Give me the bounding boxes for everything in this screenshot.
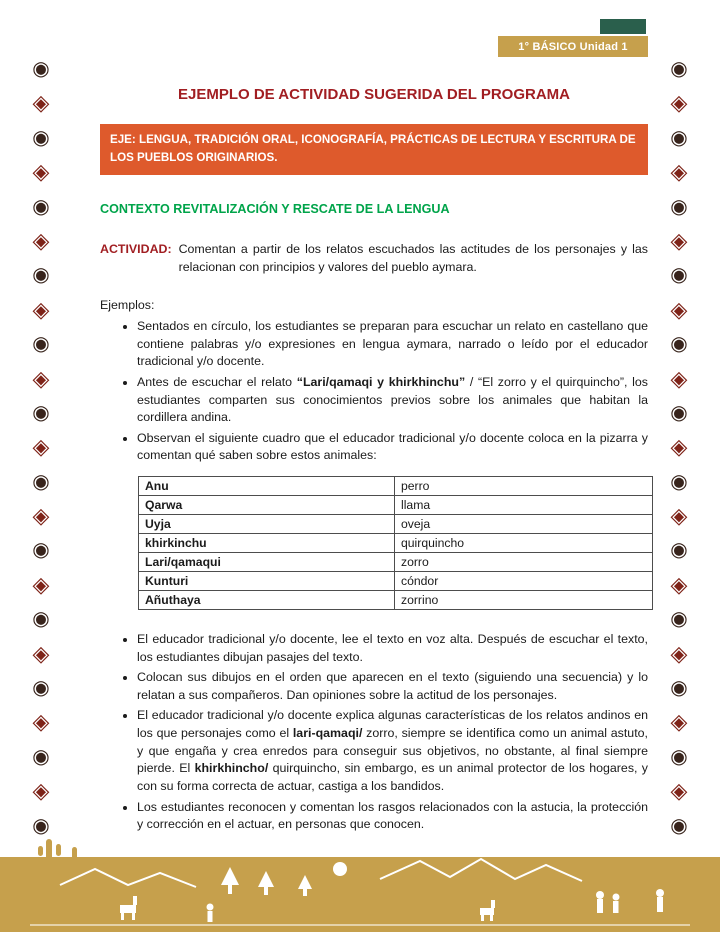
diamond-ornament-icon: ◈ xyxy=(670,709,688,735)
actividad-text: Comentan a partir de los relatos escuchados las actitudes de los personajes y las relacionan con principios y valores del pueblo aymara. xyxy=(178,241,648,274)
bullet-item: • Colocan sus dibujos en el orden que aparecen en el texto (siguiendo una secuencia) y lo relatan a sus compañeros. Dan opiniones sobre la actitud de los personajes. xyxy=(137,669,648,704)
diamond-ornament-icon: ◈ xyxy=(670,571,688,597)
unit-badge-area xyxy=(498,19,648,57)
sun-icon xyxy=(333,862,347,876)
diamond-ornament-icon: ◈ xyxy=(670,159,688,185)
document-content xyxy=(100,86,648,837)
diamond-ornament-icon: ◈ xyxy=(32,296,50,322)
bullet-item: • Los estudiantes reconocen y comentan los rasgos relacionados con la astucia, la protección y corrección en el actuar, en personas que conocen. xyxy=(137,799,648,834)
aymara-word-cell: Qarwa xyxy=(139,496,395,515)
medallion-ornament-icon: ◉ xyxy=(670,745,688,768)
diamond-ornament-icon: ◈ xyxy=(32,571,50,597)
contexto-heading: CONTEXTO REVITALIZACIÓN Y RESCATE DE LA LENGUA xyxy=(100,201,450,216)
animal-vocabulary-table xyxy=(138,476,653,610)
medallion-ornament-icon: ◉ xyxy=(670,126,688,149)
table-row xyxy=(139,496,653,515)
medallion-ornament-icon: ◉ xyxy=(32,195,50,218)
table-row xyxy=(139,572,653,591)
bullet-list-bottom xyxy=(122,631,648,834)
footer-illustration xyxy=(0,837,720,932)
unit-badge-label: 1° BÁSICO Unidad 1 xyxy=(518,40,628,53)
medallion-ornament-icon: ◉ xyxy=(32,264,50,287)
medallion-ornament-icon: ◉ xyxy=(32,401,50,424)
diamond-ornament-icon: ◈ xyxy=(32,227,50,253)
aymara-word-cell: Anu xyxy=(139,477,395,496)
diamond-ornament-icon: ◈ xyxy=(670,434,688,460)
spanish-word-cell: perro xyxy=(395,477,653,496)
medallion-ornament-icon: ◉ xyxy=(670,58,688,80)
table-row xyxy=(139,534,653,553)
right-ornament-border xyxy=(662,52,696,843)
medallion-ornament-icon: ◉ xyxy=(32,814,50,837)
spanish-word-cell: quirquincho xyxy=(395,534,653,553)
page-title: EJEMPLO DE ACTIVIDAD SUGERIDA DEL PROGRAMA xyxy=(178,86,570,103)
diamond-ornament-icon: ◈ xyxy=(670,778,688,804)
medallion-ornament-icon: ◉ xyxy=(32,608,50,631)
ejemplos-label: Ejemplos: xyxy=(100,298,155,313)
table-row xyxy=(139,553,653,572)
medallion-ornament-icon: ◉ xyxy=(670,401,688,424)
medallion-ornament-icon: ◉ xyxy=(32,333,50,356)
badge-corner-block xyxy=(600,19,646,34)
table-row xyxy=(139,477,653,496)
diamond-ornament-icon: ◈ xyxy=(32,434,50,460)
aymara-word-cell: Añuthaya xyxy=(139,591,395,610)
medallion-ornament-icon: ◉ xyxy=(32,126,50,149)
medallion-ornament-icon: ◉ xyxy=(32,677,50,700)
medallion-ornament-icon: ◉ xyxy=(32,745,50,768)
medallion-ornament-icon: ◉ xyxy=(32,470,50,493)
medallion-ornament-icon: ◉ xyxy=(32,539,50,562)
bullet-item: • Antes de escuchar el relato “Lari/qamaqi y khirkhinchu” / “El zorro y el quirquincho”, los estudiantes comparten sus conocimientos previos sobre los animales que habitan la cordillera andina. xyxy=(137,374,648,427)
spanish-word-cell: oveja xyxy=(395,515,653,534)
aymara-word-cell: Uyja xyxy=(139,515,395,534)
spanish-word-cell: cóndor xyxy=(395,572,653,591)
actividad-label: ACTIVIDAD: xyxy=(100,241,172,256)
actividad-paragraph xyxy=(100,241,648,276)
medallion-ornament-icon: ◉ xyxy=(32,58,50,80)
diamond-ornament-icon: ◈ xyxy=(670,90,688,116)
diamond-ornament-icon: ◈ xyxy=(32,503,50,529)
medallion-ornament-icon: ◉ xyxy=(670,264,688,287)
medallion-ornament-icon: ◉ xyxy=(670,677,688,700)
table-row xyxy=(139,591,653,610)
medallion-ornament-icon: ◉ xyxy=(670,470,688,493)
diamond-ornament-icon: ◈ xyxy=(32,365,50,391)
diamond-ornament-icon: ◈ xyxy=(32,709,50,735)
diamond-ornament-icon: ◈ xyxy=(32,778,50,804)
diamond-ornament-icon: ◈ xyxy=(670,296,688,322)
medallion-ornament-icon: ◉ xyxy=(670,195,688,218)
diamond-ornament-icon: ◈ xyxy=(670,227,688,253)
diamond-ornament-icon: ◈ xyxy=(32,90,50,116)
aymara-word-cell: Kunturi xyxy=(139,572,395,591)
medallion-ornament-icon: ◉ xyxy=(670,333,688,356)
andean-landscape-illustration xyxy=(0,837,720,932)
unit-badge xyxy=(498,36,648,57)
medallion-ornament-icon: ◉ xyxy=(670,539,688,562)
diamond-ornament-icon: ◈ xyxy=(32,159,50,185)
bullet-item: • El educador tradicional y/o docente, lee el texto en voz alta. Después de escuchar el texto, los estudiantes dibujan pasajes del texto. xyxy=(137,631,648,666)
aymara-word-cell: Lari/qamaqui xyxy=(139,553,395,572)
eje-banner: EJE: LENGUA, TRADICIÓN ORAL, ICONOGRAFÍA, PRÁCTICAS DE LECTURA Y ESCRITURA DE LOS PUEBLOS ORIGINARIOS. xyxy=(100,124,648,175)
medallion-ornament-icon: ◉ xyxy=(670,814,688,837)
left-ornament-border xyxy=(24,52,58,843)
diamond-ornament-icon: ◈ xyxy=(32,640,50,666)
table-row xyxy=(139,515,653,534)
diamond-ornament-icon: ◈ xyxy=(670,640,688,666)
bullet-item: • Observan el siguiente cuadro que el educador tradicional y/o docente coloca en la pizarra y comentan qué saben sobre estos animales: xyxy=(137,430,648,465)
spanish-word-cell: zorro xyxy=(395,553,653,572)
bullet-list-top xyxy=(122,318,648,465)
spanish-word-cell: zorrino xyxy=(395,591,653,610)
medallion-ornament-icon: ◉ xyxy=(670,608,688,631)
spanish-word-cell: llama xyxy=(395,496,653,515)
diamond-ornament-icon: ◈ xyxy=(670,365,688,391)
bullet-item: • Sentados en círculo, los estudiantes se preparan para escuchar un relato en castellano que contiene palabras y/o expresiones en lengua aymara, narrado o leído por el educador tradicional y/o docente. xyxy=(137,318,648,371)
aymara-word-cell: khirkinchu xyxy=(139,534,395,553)
diamond-ornament-icon: ◈ xyxy=(670,503,688,529)
bullet-item: • El educador tradicional y/o docente explica algunas características de los relatos andinos en los que personajes como el lari-qamaqi/ zorro, siempre se identifica como un animal astuto, y que engaña y crea enredos para conseguir sus objetivos, no obstante, al final siempre pierde. El khirkhincho/ quirquincho, sin embargo, es un animal protector de los hogares, y con su forma correcta de actuar, castiga a los bandidos. xyxy=(137,707,648,795)
